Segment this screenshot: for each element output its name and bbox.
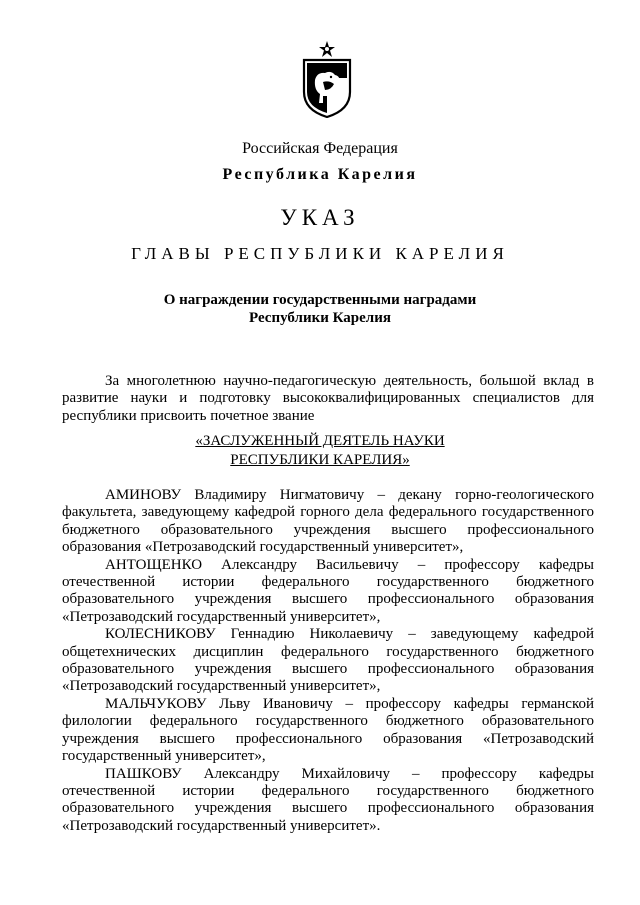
awardee-paragraph: КОЛЕСНИКОВУ Геннадию Николаевичу – заведующему кафедрой общетехнических дисциплин федерального государственного бюджетного образовательного учреждения высшего профессионального образования «Петрозаводский государственный университет», <box>62 626 594 695</box>
subject-line-1: О награждении государственными наградами <box>163 292 477 308</box>
awarded-title-line-1: «ЗАСЛУЖЕННЫЙ ДЕЯТЕЛЬ НАУКИ <box>195 433 445 449</box>
intro-text: За многолетнюю научно-педагогическую деятельность, большой вклад в развитие науки и подготовку высококвалифицированных специалистов для республики присвоить почетное звание <box>62 373 594 424</box>
awardee-paragraph: АМИНОВУ Владимиру Нигматовичу – декану горно-геологического факультета, заведующему кафедрой горного дела федерального государственного бюджетного образовательного учреждения высшего профессионального образования «Петрозаводский государственный университет», <box>62 487 594 556</box>
republic-name: Республика Карелия <box>222 166 418 183</box>
subject-line-2: Республики Карелия <box>249 310 391 326</box>
karelia-coat-of-arms-icon <box>301 40 353 118</box>
document-subject <box>0 291 640 327</box>
country-name: Российская Федерация <box>242 140 398 157</box>
issuer-title: ГЛАВЫ РЕСПУБЛИКИ КАРЕЛИЯ <box>131 244 509 263</box>
awarded-title <box>0 432 640 470</box>
awardees-list <box>62 487 594 835</box>
awardee-paragraph: ПАШКОВУ Александру Михайловичу – профессору кафедры отечественной истории федерального государственного бюджетного образовательного учреждения высшего профессионального образования «Петрозаводский государственный университет». <box>62 765 594 834</box>
awarded-title-line-2: РЕСПУБЛИКИ КАРЕЛИЯ» <box>230 452 410 468</box>
intro-paragraph <box>62 373 594 425</box>
awardee-paragraph: АНТОЩЕНКО Александру Васильевичу – профессору кафедры отечественной истории федерального государственного бюджетного образовательного учреждения высшего профессионального образования «Петрозаводский государственный университет», <box>62 556 594 625</box>
document-type: УКАЗ <box>280 205 360 230</box>
awardee-paragraph: МАЛЬЧУКОВУ Льву Ивановичу – профессору кафедры германской филологии федерального государственного бюджетного образовательного учреждения высшего профессионального образования «Петрозаводский государственный университет», <box>62 695 594 765</box>
